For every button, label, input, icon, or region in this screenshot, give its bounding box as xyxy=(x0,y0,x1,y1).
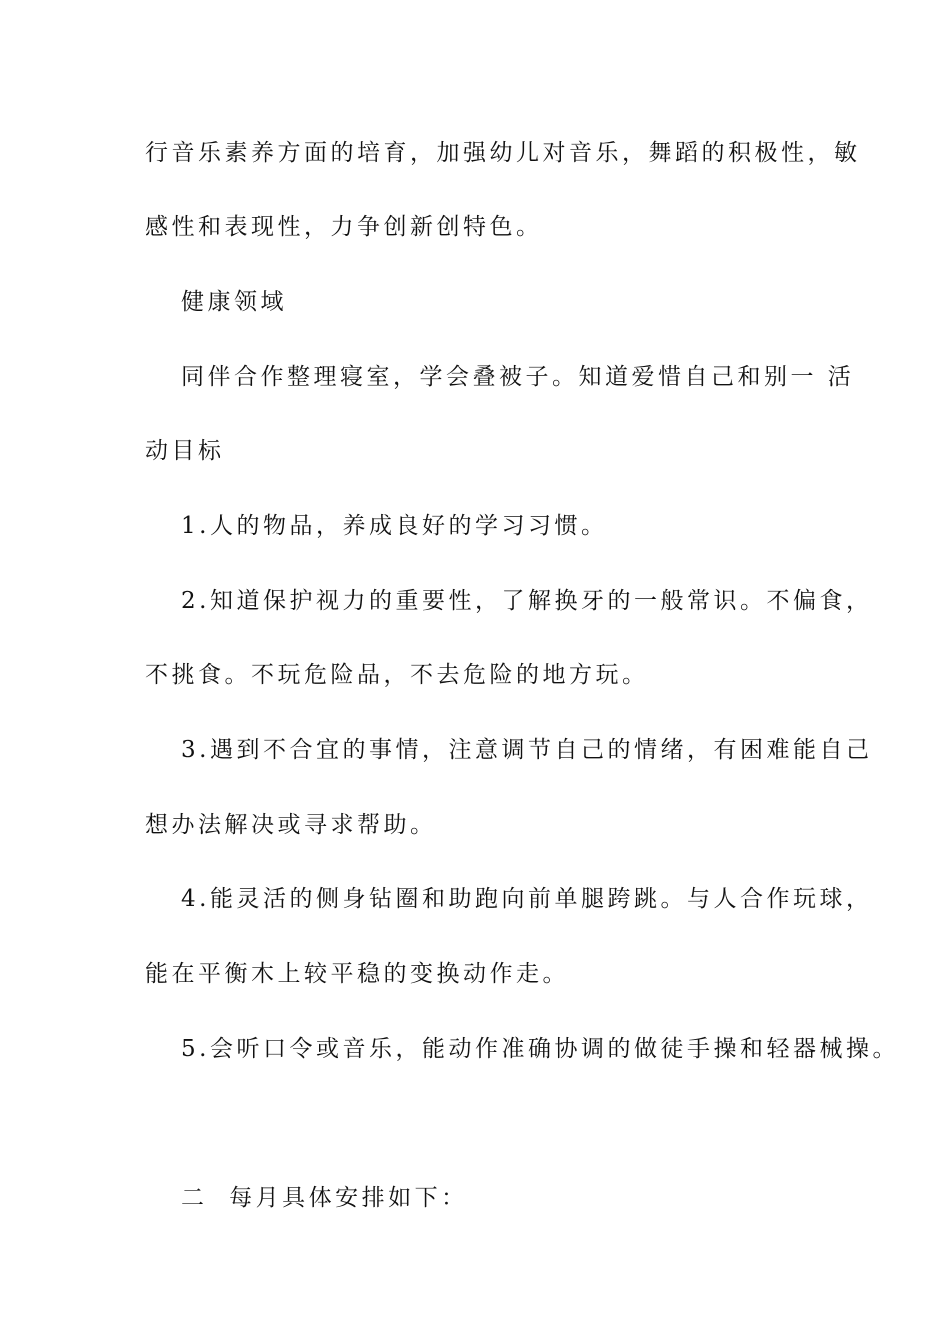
list-item-2: 2.知道保护视力的重要性，了解换牙的一般常识。不偏食， xyxy=(181,588,873,614)
text-line-2: 感性和表现性，力争创新创特色。 xyxy=(145,214,543,240)
list-item-3: 3.遇到不合宜的事情，注意调节自己的情绪，有困难能自己 xyxy=(181,737,873,763)
text-line-4: 同伴合作整理寝室，学会叠被子。知道爱惜自己和别一 活 xyxy=(181,364,855,390)
list-item-2-continued: 不挑食。不玩危险品，不去危险的地方玩。 xyxy=(145,662,649,688)
text-line-1: 行音乐素养方面的培育，加强幼儿对音乐，舞蹈的积极性，敏 xyxy=(145,140,861,166)
list-item-4-continued: 能在平衡木上较平稳的变换动作走。 xyxy=(145,961,569,987)
section-heading-monthly-plan: 二 每月具体安排如下： xyxy=(181,1185,468,1211)
list-item-5: 5.会听口令或音乐，能动作准确协调的做徒手操和轻器械操。 xyxy=(181,1036,899,1062)
list-item-1: 1.人的物品，养成良好的学习习惯。 xyxy=(181,513,608,539)
section-heading-health: 健康领域 xyxy=(181,289,287,315)
list-item-4: 4.能灵活的侧身钻圈和助跑向前单腿跨跳。与人合作玩球， xyxy=(181,886,873,912)
list-item-3-continued: 想办法解决或寻求帮助。 xyxy=(145,812,437,838)
text-line-5: 动目标 xyxy=(145,438,225,464)
